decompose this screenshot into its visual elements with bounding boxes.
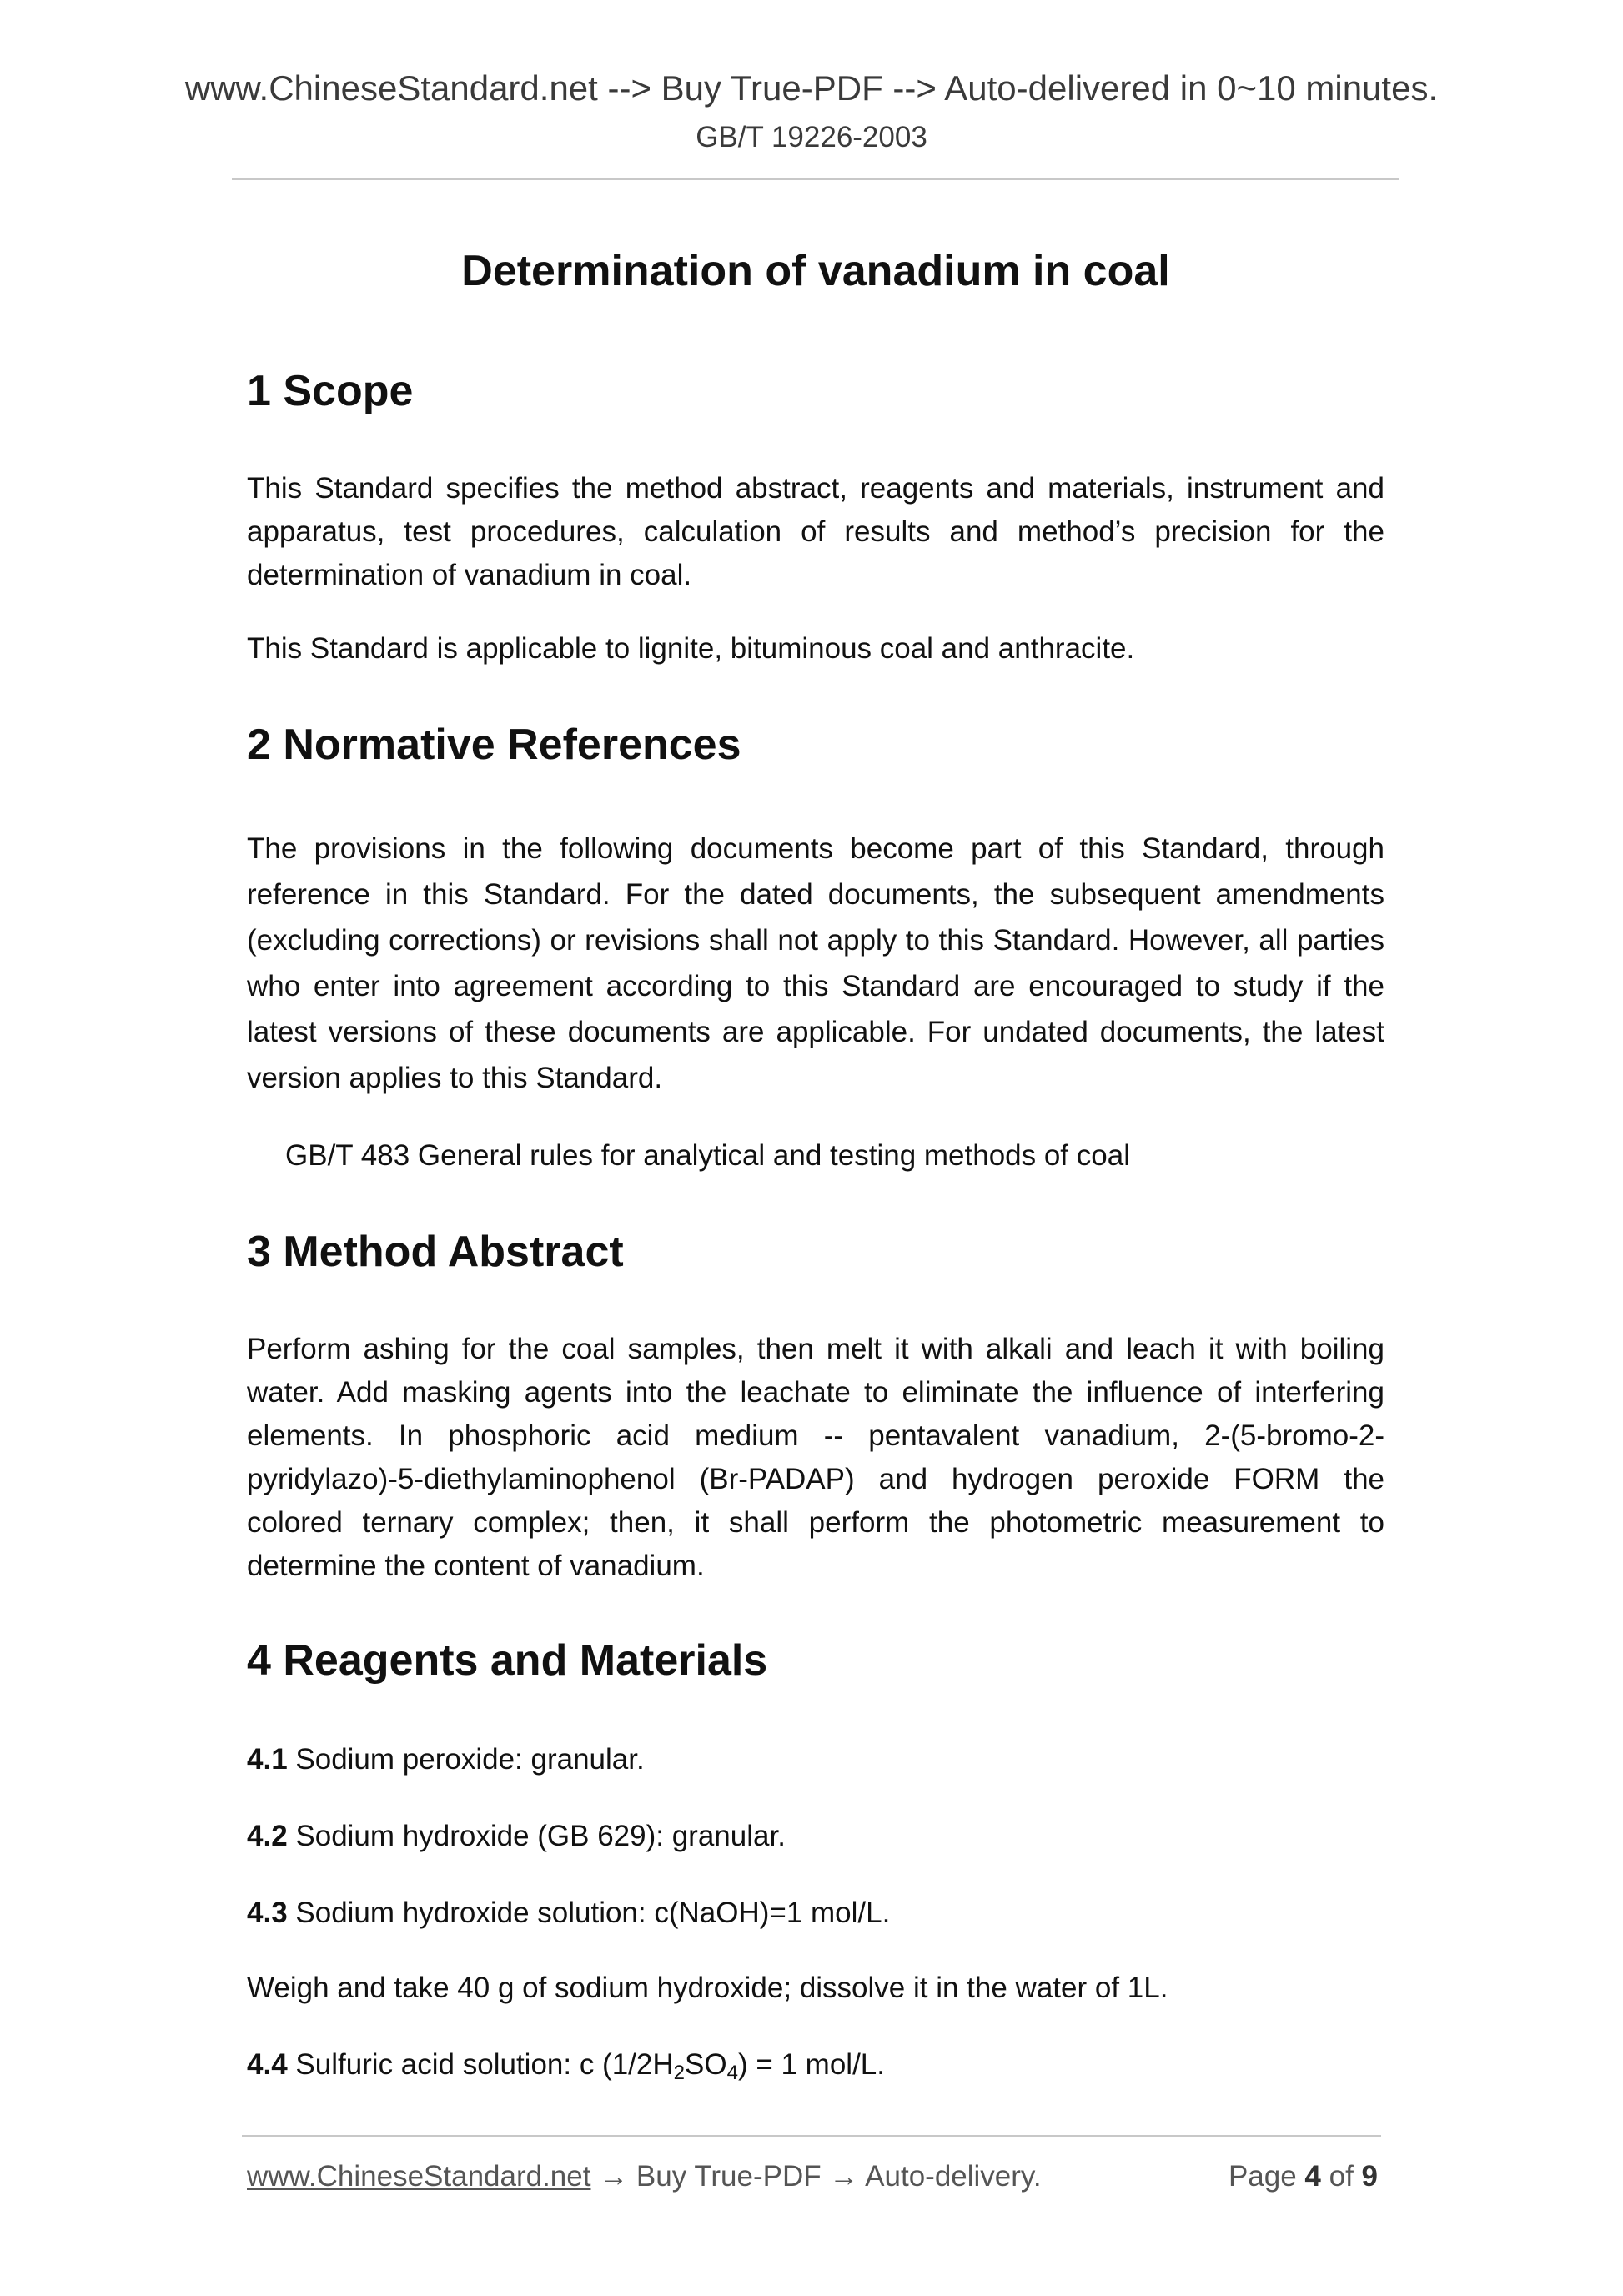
reagent-item <box>247 1815 1384 1858</box>
footer-divider <box>242 2135 1381 2137</box>
reagent-item-text: Sodium peroxide: granular. <box>287 1743 645 1776</box>
footer-site-link[interactable]: www.ChineseStandard.net <box>247 2160 591 2193</box>
scope-paragraph-2: This Standard is applicable to lignite, bituminous coal and anthracite. <box>247 632 1135 665</box>
normative-paragraph-1: The provisions in the following documents become part of this Standard, through reference in this Standard. For the dated documents, the subsequent amendments (excluding corrections) or revisions shall not apply to this Standard. However, all parties who enter into agreement according to this Standard are encouraged to study if the latest versions of these documents are applicable. For undated documents, the latest version applies to this Standard. <box>247 832 1384 1094</box>
reagent-item-number: 4.4 <box>247 2048 288 2081</box>
scope-paragraph-1: This Standard specifies the method abstract, reagents and materials, instrument and apparatus, test procedures, calculation of results and method’s precision for the determination of vanadium in coal. <box>247 472 1384 591</box>
document-title: Determination of vanadium in coal <box>461 247 1170 295</box>
section-heading-method: 3 Method Abstract <box>247 1228 624 1276</box>
reagent-item <box>247 1738 1384 1781</box>
header-divider <box>232 178 1399 180</box>
reagent-item <box>247 1892 1384 1935</box>
section-heading-reagents: 4 Reagents and Materials <box>247 1636 768 1685</box>
header-banner: www.ChineseStandard.net --> Buy True-PDF --> Auto-delivered in 0~10 minutes. <box>184 68 1439 108</box>
total-page-count: 9 <box>1361 2160 1378 2193</box>
section-heading-scope: 1 Scope <box>247 367 414 415</box>
current-page-number: 4 <box>1304 2160 1321 2193</box>
reagent-item-number: 4.1 <box>247 1743 288 1776</box>
reagent-preparation-note: Weigh and take 40 g of sodium hydroxide; dissolve it in the water of 1L. <box>247 1972 1168 2004</box>
reagent-item: 4.4 Sulfuric acid solution: c $(1/2H_2SO_4) = 1$ mol/L. <box>247 2048 885 2084</box>
footer-promo <box>247 2157 1042 2197</box>
page-indicator: Page 4 of 9 <box>1228 2160 1378 2193</box>
footer-promo-text: → Buy True-PDF → Auto-delivery. <box>590 2160 1042 2193</box>
reagent-item-text: Sodium hydroxide solution: c(NaOH)=1 mol/L. <box>287 1897 891 1929</box>
section-heading-normative: 2 Normative References <box>247 721 741 769</box>
standard-code: GB/T 19226-2003 <box>696 121 927 153</box>
normative-reference-gbt483: GB/T 483 General rules for analytical and testing methods of coal <box>285 1139 1130 1172</box>
method-paragraph-1: Perform ashing for the coal samples, then melt it with alkali and leach it with boiling water. Add masking agents into the leachate to eliminate the influence of interfering elements. In phosphoric acid medium -- pentavalent vanadium, 2-(5-bromo-2-pyridylazo)-5-diethylaminophenol (Br-PADAP) and hydrogen peroxide FORM the colored ternary complex; then, it shall perform the photometric measurement to determine the content of vanadium. <box>247 1333 1384 1582</box>
reagent-item-text: Sodium hydroxide (GB 629): granular. <box>287 1820 786 1852</box>
reagent-item-number: 4.2 <box>247 1820 288 1852</box>
reagent-item-number: 4.3 <box>247 1897 288 1929</box>
page-footer <box>247 2157 1378 2197</box>
